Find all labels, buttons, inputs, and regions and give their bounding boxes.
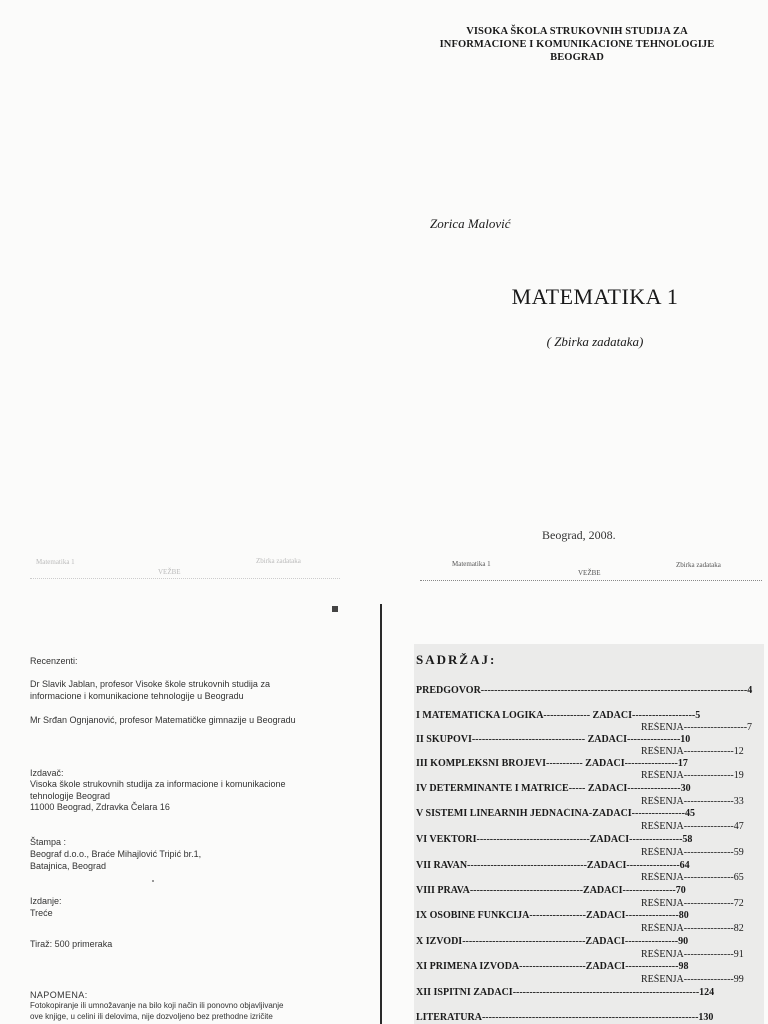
- book-subtitle: ( Zbirka zadataka): [546, 334, 644, 349]
- scan-speck: [152, 880, 154, 882]
- institution-line-3: BEOGRAD: [550, 52, 604, 63]
- toc-line-vektori-resenja: REŠENJA---------------59: [641, 847, 744, 858]
- toc-line-sistemi: V SISTEMI LINEARNIH JEDNAČINA-ZADACI----------------45: [416, 808, 695, 819]
- publisher-line-1: Visoka škole strukovnih studija za informacione i komunikacione: [30, 779, 286, 789]
- header-right-rule: [420, 580, 762, 581]
- reviewer-1-line-1: Dr Slavik Jablan, profesor Visoke škole strukovnih studija za: [30, 679, 270, 689]
- header-left-center: VEŽBE: [158, 568, 181, 576]
- publisher: [30, 779, 330, 814]
- toc-line-primena-resenja: REŠENJA---------------99: [641, 974, 744, 985]
- toc-line-literatura: LITERATURA-----------------------------------------------------------------130: [416, 1012, 714, 1023]
- toc-line-prava: VIII PRAVA----------------------------------ZADACI----------------70: [416, 885, 686, 896]
- print-house: [30, 849, 330, 872]
- toc-line-kompleksni: III KOMPLEKSNI BROJEVI----------- ZADACI----------------17: [416, 758, 688, 769]
- toc-line-sistemi-resenja: REŠENJA---------------47: [641, 821, 744, 832]
- note-text: [30, 1001, 350, 1022]
- toc-line-izvodi-resenja: REŠENJA---------------91: [641, 949, 744, 960]
- note-line-1: Fotokopiranje ili umnožavanje na bilo koji način ili ponovno objavljivanje: [30, 1001, 284, 1010]
- toc-line-determinante: IV DETERMINANTE I MATRICE----- ZADACI----------------30: [416, 783, 691, 794]
- toc-line-kompleksni-resenja: REŠENJA---------------19: [641, 770, 744, 781]
- print-line-2: Batajnica, Beograd: [30, 860, 107, 871]
- toc-line-funkcije-resenja: REŠENJA---------------82: [641, 923, 744, 934]
- toc-line-ravan-resenja: REŠENJA---------------65: [641, 872, 744, 883]
- publisher-line-3: 11000 Beograd, Zdravka Čelara 16: [30, 802, 170, 812]
- contents-heading: SADRŽAJ:: [416, 652, 497, 667]
- toc-line-prava-resenja: REŠENJA---------------72: [641, 898, 744, 909]
- institution-name: [412, 25, 742, 64]
- header-left-book: Matematika 1: [36, 558, 75, 566]
- note-line-2: ove knjige, u celini ili delovima, nije dozvoljeno bez prethodne izričite: [30, 1011, 273, 1021]
- note-label: NAPOMENA:: [30, 990, 88, 1000]
- author-name: Zorica Malović: [430, 216, 511, 231]
- header-right-collection: Zbirka zadataka: [676, 561, 721, 569]
- reviewer-1: [30, 679, 330, 702]
- book-spine: [380, 604, 382, 1024]
- reviewer-1-line-2: informacione i komunikacione tehnologije u Beogradu: [30, 690, 244, 701]
- toc-line-logika-resenja: REŠENJA-------------------7: [641, 722, 753, 733]
- publisher-label: Izdavač:: [30, 768, 64, 778]
- publisher-line-2: tehnologije Beograd: [30, 790, 111, 801]
- edition: Treće: [30, 908, 53, 918]
- reviewer-2: Mr Srđan Ognjanović, profesor Matematičke gimnazije u Beogradu: [30, 715, 296, 725]
- book-title: MATEMATIKA 1: [511, 284, 679, 309]
- reviewers-label: Recenzenti:: [30, 656, 78, 666]
- toc-line-izvodi: X IZVODI-------------------------------------ZADACI----------------90: [416, 936, 689, 947]
- toc-line-skupovi-resenja: REŠENJA---------------12: [641, 746, 744, 757]
- toc-line-logika: I MATEMATIČKA LOGIKA-------------- ZADACI-------------------5: [416, 710, 701, 721]
- toc-line-ispitni: XII ISPITNI ZADACI--------------------------------------------------------124: [416, 987, 715, 998]
- institution-line-2: INFORMACIONE I KOMUNIKACIONE TEHNOLOGIJE: [439, 39, 715, 50]
- edition-label: Izdanje:: [30, 896, 62, 906]
- header-right-book: Matematika 1: [452, 560, 491, 568]
- place-year: Beograd, 2008.: [542, 528, 616, 542]
- header-left-collection: Zbirka zadataka: [256, 557, 301, 565]
- toc-line-predgovor: PREDGOVOR--------------------------------------------------------------------------------4: [416, 685, 753, 696]
- toc-line-ravan: VII RAVAN------------------------------------ZADACI----------------64: [416, 860, 690, 871]
- toc-line-vektori: VI VEKTORI----------------------------------ZADACI----------------58: [416, 834, 693, 845]
- toc-line-funkcije: IX OSOBINE FUNKCIJA-----------------ZADACI----------------80: [416, 910, 689, 921]
- header-right-center: VEŽBE: [578, 569, 601, 577]
- toc-line-primena: XI PRIMENA IZVODA--------------------ZADACI----------------98: [416, 961, 689, 972]
- print-line-1: Beograf d.o.o., Braće Mihajlović Tripić br.1,: [30, 849, 202, 859]
- institution-line-1: VISOKA ŠKOLA STRUKOVNIH STUDIJA ZA: [466, 26, 688, 37]
- print-run: Tiraž: 500 primeraka: [30, 939, 113, 949]
- toc-line-determinante-resenja: REŠENJA---------------33: [641, 796, 744, 807]
- print-label: Štampa :: [30, 837, 67, 847]
- header-left-rule: [30, 578, 340, 579]
- scan-mark: [332, 606, 338, 612]
- toc-line-skupovi: II SKUPOVI---------------------------------- ZADACI----------------10: [416, 734, 691, 745]
